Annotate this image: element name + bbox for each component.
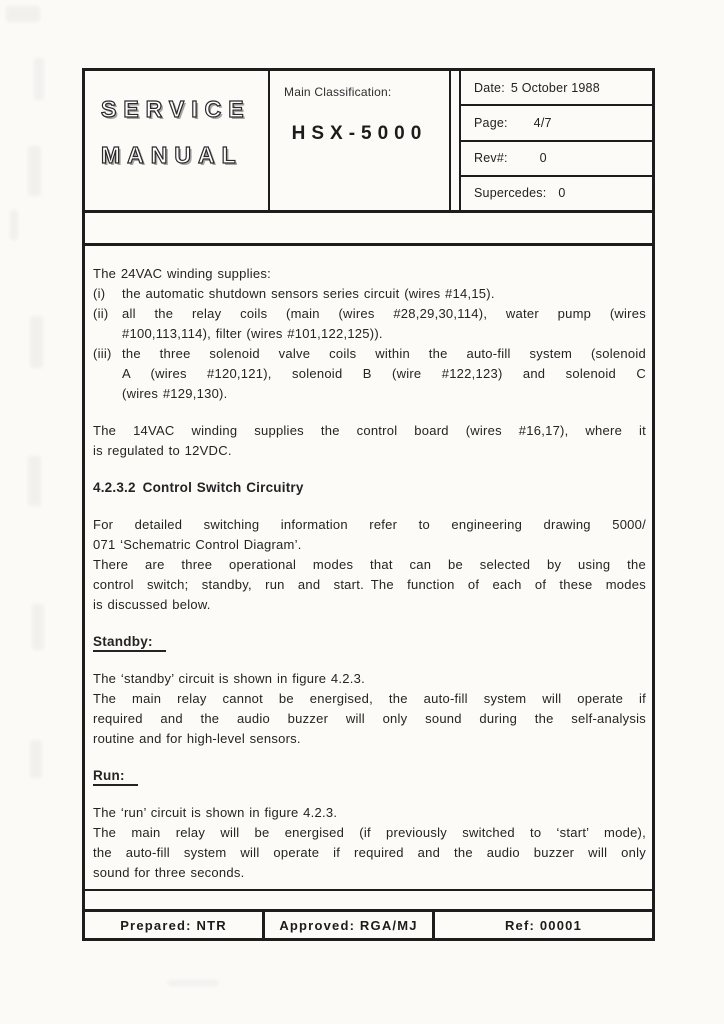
- line-text: the three solenoid valve coils within the auto-fill system (solenoid: [122, 346, 646, 361]
- service-manual-title-cell: [85, 71, 270, 210]
- line-text: A (wires #120,121), solenoid B (wire #122,123) and solenoid C: [122, 366, 646, 381]
- classification-cell: [270, 71, 451, 210]
- meta-row-page: [461, 106, 652, 141]
- meta-label-date: Date:: [474, 80, 505, 95]
- body-text-line: [93, 344, 646, 364]
- body-text-line: [93, 304, 646, 324]
- body-text-line: the auto-fill system will operate if required and the audio buzzer will only: [93, 845, 646, 860]
- paragraph: [93, 264, 646, 404]
- list-marker: [93, 384, 122, 404]
- body-text-line: The main relay cannot be energised, the auto-fill system will operate if: [93, 691, 646, 706]
- subheading-label: Run:: [93, 768, 138, 786]
- body-text-line: The ‘run’ circuit is shown in figure 4.2.3.: [93, 805, 338, 820]
- line-text: #100,113,114), filter (wires #101,122,125)).: [122, 326, 383, 341]
- body-text-line: There are three operational modes that can be selected by using the: [93, 557, 646, 572]
- body-text-line: required and the audio buzzer will only sound during the self-analysis: [93, 711, 646, 726]
- classification-label: Main Classification:: [284, 85, 392, 99]
- list-marker: [93, 324, 122, 344]
- body-text-line: [93, 324, 646, 344]
- meta-label-rev: Rev#:: [474, 151, 508, 166]
- meta-value-date: 5 October 1988: [510, 80, 600, 95]
- scan-artifact: [30, 740, 42, 778]
- line-text: all the relay coils (main (wires #28,29,30,114), water pump (wires: [122, 306, 646, 321]
- model-number: HSX-5000: [291, 123, 428, 144]
- paragraph: [93, 421, 646, 461]
- body-text-line: control switch; standby, run and start. The function of each of these modes: [93, 577, 646, 592]
- meta-value-page: 4/7: [533, 115, 552, 130]
- meta-row-supercedes: [461, 177, 652, 210]
- body-text-line: routine and for high-level sensors.: [93, 731, 301, 746]
- footer-row: [85, 909, 652, 938]
- scan-artifact: [34, 58, 44, 100]
- meta-label-supercedes: Supercedes:: [474, 186, 547, 201]
- scan-artifact: [30, 316, 43, 368]
- body-text-line: The 24VAC winding supplies:: [93, 266, 272, 281]
- paragraph: [93, 515, 646, 615]
- body-text-line: [93, 284, 646, 304]
- meta-value-rev: 0: [539, 151, 547, 166]
- paragraph: [93, 669, 646, 749]
- document-frame: [82, 68, 655, 941]
- title-word-manual: MANUAL: [101, 142, 243, 168]
- meta-row-date: [461, 71, 652, 106]
- meta-box: [459, 71, 652, 210]
- scan-artifact: [6, 6, 40, 22]
- body-text-line: For detailed switching information refer to engineering drawing 5000/: [93, 517, 646, 532]
- scan-artifact: [168, 980, 218, 986]
- body-content: [85, 246, 652, 891]
- body-text-line: is discussed below.: [93, 597, 211, 612]
- subheading-label: Standby:: [93, 634, 166, 652]
- title-block-header: [85, 71, 652, 213]
- footer-gap-band: [85, 891, 652, 909]
- list-marker: (iii): [93, 346, 112, 361]
- body-text-line: The ‘standby’ circuit is shown in figure 4.2.3.: [93, 671, 365, 686]
- section-heading: 4.2.3.2 Control Switch Circuitry: [93, 480, 304, 495]
- footer-cell-ref: Ref: 00001: [504, 917, 583, 933]
- list-marker: (ii): [93, 306, 109, 321]
- footer-cell-approved: Approved: RGA/MJ: [265, 912, 435, 938]
- meta-row-rev: [461, 142, 652, 177]
- title-word-service: SERVICE: [101, 96, 251, 122]
- body-text-line: 071 ‘Schematric Control Diagram’.: [93, 537, 302, 552]
- body-text-line: is regulated to 12VDC.: [93, 443, 232, 458]
- scan-artifact: [28, 456, 41, 506]
- scan-artifact: [28, 146, 41, 196]
- list-marker: [93, 364, 122, 384]
- mode-subheading: [93, 632, 646, 652]
- footer-cell-prepared: Prepared: NTR: [85, 912, 265, 938]
- meta-label-page: Page:: [474, 115, 508, 130]
- header-spacer-band: [85, 213, 652, 246]
- meta-value-supercedes: 0: [558, 186, 566, 201]
- body-text-line: sound for three seconds.: [93, 865, 245, 880]
- mode-subheading: [93, 766, 646, 786]
- body-text-line: The main relay will be energised (if previously switched to ‘start’ mode),: [93, 825, 646, 840]
- paragraph: [93, 803, 646, 883]
- line-text: the automatic shutdown sensors series circuit (wires #14,15).: [122, 286, 495, 301]
- line-text: (wires #129,130).: [122, 386, 228, 401]
- body-text-line: [93, 364, 646, 384]
- body-text-line: The 14VAC winding supplies the control board (wires #16,17), where it: [93, 423, 646, 438]
- scan-artifact: [32, 604, 44, 650]
- scan-artifact: [10, 210, 18, 240]
- list-marker: (i): [93, 286, 106, 301]
- body-text-line: [93, 384, 646, 404]
